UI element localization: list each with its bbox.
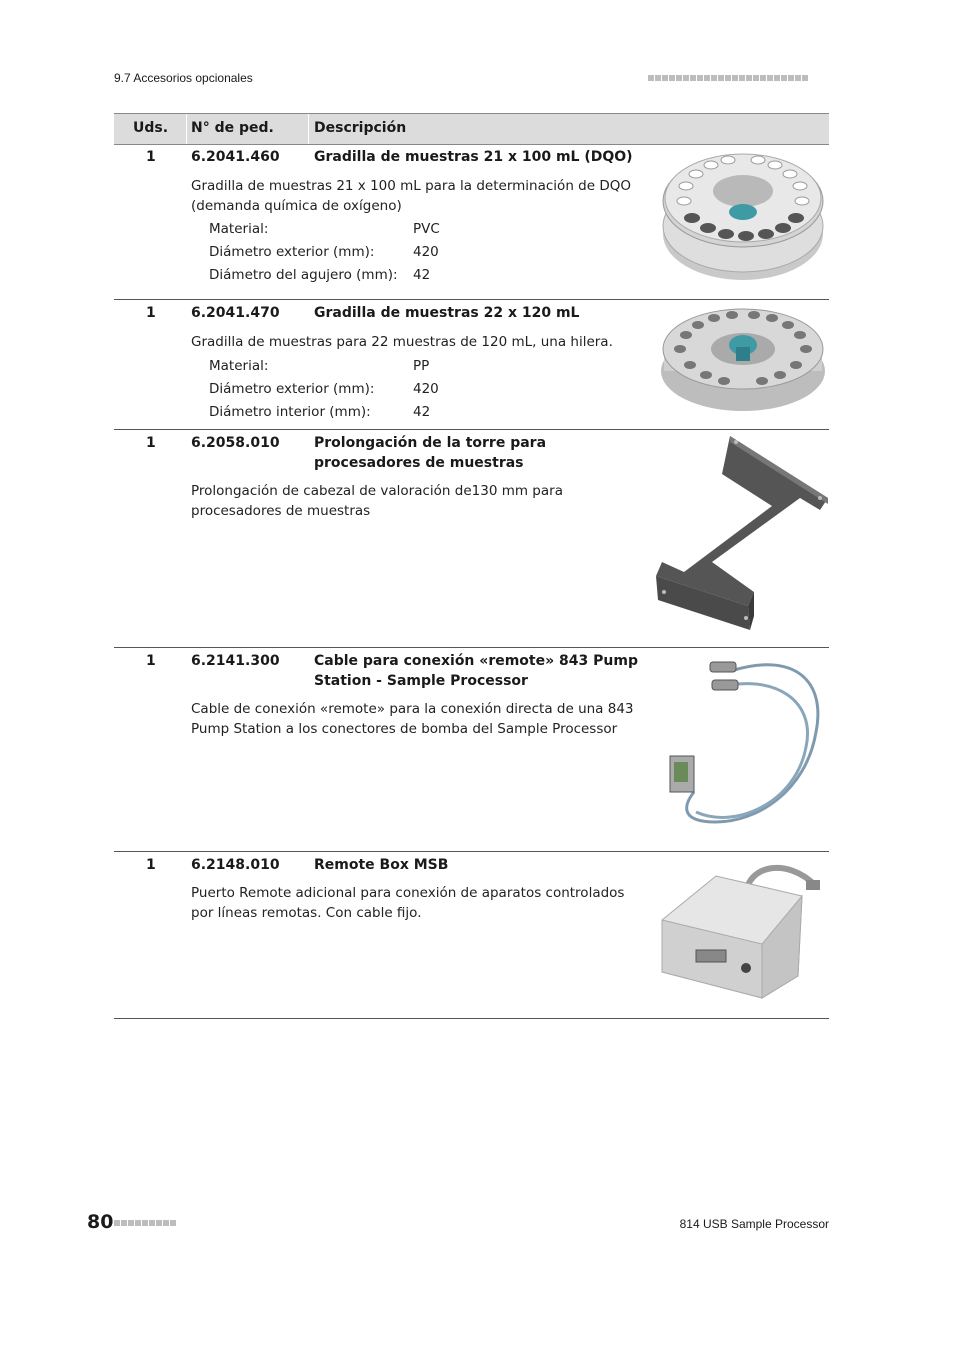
- row-title: Remote Box MSB: [314, 857, 449, 873]
- table-header: [114, 113, 829, 145]
- row-divider: [114, 647, 829, 648]
- column-header-qty: Uds.: [133, 120, 169, 136]
- spec-label: Diámetro exterior (mm):: [209, 244, 375, 260]
- row-part-number: 6.2041.460: [191, 149, 280, 165]
- row-divider: [114, 851, 829, 852]
- row-description: Cable de conexión «remote» para la conexión directa de una 843 Pump Station a los conectores de bomba del Sample Processor: [191, 701, 634, 737]
- spec-value: PVC: [413, 221, 440, 237]
- row-qty: 1: [146, 857, 156, 873]
- page-number: 80: [87, 1211, 114, 1233]
- header-decoration: [648, 75, 808, 81]
- spec-value: 42: [413, 267, 431, 283]
- spec-label: Diámetro exterior (mm):: [209, 381, 375, 397]
- row-description: Puerto Remote adicional para conexión de aparatos controlados por líneas remotas. Con cable fijo.: [191, 885, 625, 921]
- spec-value: PP: [413, 358, 430, 374]
- spec-value: 42: [413, 404, 431, 420]
- row-title: Prolongación de la torre para procesadores de muestras: [314, 435, 547, 471]
- row-qty: 1: [146, 149, 156, 165]
- row-part-number: 6.2148.010: [191, 857, 280, 873]
- row-qty: 1: [146, 653, 156, 669]
- tower-extension-image: [656, 432, 830, 632]
- section-title: 9.7 Accesorios opcionales: [114, 71, 253, 85]
- spec-label: Diámetro interior (mm):: [209, 404, 371, 420]
- spec-label: Diámetro del agujero (mm):: [209, 267, 398, 283]
- spec-label: Material:: [209, 221, 269, 237]
- row-description: Gradilla de muestras 21 x 100 mL para la determinación de DQO (demanda química de oxígeno): [191, 178, 631, 214]
- product-name: 814 USB Sample Processor: [679, 1217, 829, 1231]
- row-divider: [114, 429, 829, 430]
- spec-value: 420: [413, 244, 439, 260]
- sample-rack-22-image: [656, 303, 830, 415]
- column-header-description: Descripción: [314, 120, 407, 136]
- row-part-number: 6.2058.010: [191, 435, 280, 451]
- spec-label: Material:: [209, 358, 269, 374]
- row-divider: [114, 1018, 829, 1019]
- row-divider: [114, 299, 829, 300]
- row-description: Gradilla de muestras para 22 muestras de 120 mL, una hilera.: [191, 334, 613, 350]
- sample-rack-21-image: [656, 146, 830, 286]
- row-part-number: 6.2041.470: [191, 305, 280, 321]
- remote-cable-image: [656, 652, 830, 836]
- row-qty: 1: [146, 305, 156, 321]
- spec-value: 420: [413, 381, 439, 397]
- row-description: Prolongación de cabezal de valoración de130 mm para procesadores de muestras: [191, 483, 563, 519]
- row-title: Gradilla de muestras 22 x 120 mL: [314, 305, 580, 321]
- row-part-number: 6.2141.300: [191, 653, 280, 669]
- row-title: Cable para conexión «remote» 843 Pump Station - Sample Processor: [314, 653, 638, 689]
- footer-decoration: [114, 1220, 176, 1226]
- column-header-part: N° de ped.: [191, 120, 274, 136]
- row-title: Gradilla de muestras 21 x 100 mL (DQO): [314, 149, 633, 165]
- remote-box-image: [656, 856, 830, 1006]
- row-qty: 1: [146, 435, 156, 451]
